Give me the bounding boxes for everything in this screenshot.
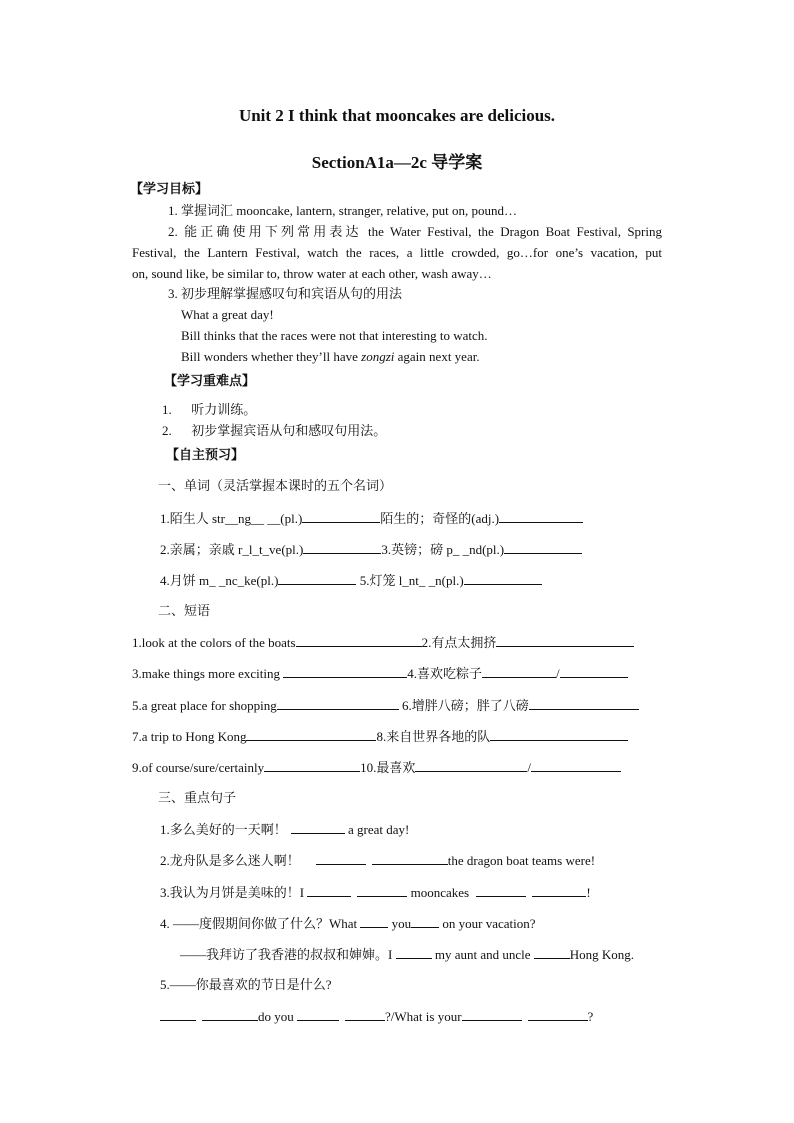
answer-blank[interactable] (396, 946, 432, 959)
answer-blank[interactable] (303, 541, 381, 554)
goal-item-2-line-1: 2. 能正确使用下列常用表达 the Water Festival, the Dragon Boat Festival, Spring (168, 224, 662, 239)
phrase-4: 4.喜欢吃粽子 (407, 666, 483, 681)
answer-blank[interactable] (360, 915, 388, 928)
sentence-3-mid: mooncakes (407, 885, 473, 900)
answer-blank[interactable] (202, 1008, 258, 1021)
answer-blank[interactable] (529, 697, 639, 710)
example-sentence-2: Bill thinks that the races were not that interesting to watch. (181, 328, 488, 343)
sentence-4-answer (180, 946, 634, 963)
answer-blank[interactable] (499, 510, 583, 523)
answer-blank[interactable] (291, 821, 345, 834)
answer-blank[interactable] (297, 1008, 339, 1021)
word-row-1 (160, 510, 583, 527)
goal-item-1: 1. 掌握词汇 mooncake, lantern, stranger, relative, put on, pound… (168, 203, 517, 218)
answer-blank[interactable] (278, 572, 356, 585)
phrase-row-5 (132, 759, 621, 776)
goals-heading: 【学习目标】 (130, 181, 209, 196)
example-sentence-3 (181, 349, 480, 365)
sentence-3-prompt: 3.我认为月饼是美味的！I (160, 885, 308, 900)
goal-item-2-line-2: Festival, the Lantern Festival, watch the races, a little crowded, go…for one’s vacation, put (132, 245, 662, 260)
word-3-pound: 3.英镑；磅 p_ _nd(pl.) (381, 542, 505, 557)
sentence-2-tail: the dragon boat teams were! (447, 853, 596, 868)
answer-blank[interactable] (264, 759, 360, 772)
sentence-5-what-is: ?/What is your (385, 1009, 462, 1024)
page-subtitle: SectionA1a—2c 导学案 (311, 153, 483, 172)
phrase-9: 9.of course/sure/certainly (132, 760, 265, 775)
word-row-3 (160, 572, 542, 589)
answer-blank[interactable] (357, 884, 407, 897)
sentence-1-tail: a great day! (344, 822, 410, 837)
words-heading: 一、单词（灵活掌握本课时的五个名词） (158, 478, 393, 493)
sentence-1 (160, 821, 409, 838)
goal-item-3: 3. 初步理解掌握感叹句和宾语从句的用法 (168, 286, 403, 301)
word-1-stranger: 1.陌生人 str__ng__ __(pl.) (160, 511, 303, 526)
answer-blank[interactable] (316, 852, 366, 865)
answer-blank[interactable] (415, 759, 527, 772)
answer-blank[interactable] (372, 852, 448, 865)
answer-blank[interactable] (302, 510, 380, 523)
word-2-relative: 2.亲属；亲戚 r_l_t_ve(pl.) (160, 542, 304, 557)
answer-blank[interactable] (476, 884, 526, 897)
sentence-1-prompt: 1.多么美好的一天啊！ (160, 822, 287, 837)
slash: / (527, 760, 532, 775)
phrase-8: 8.来自世界各地的队 (376, 729, 491, 744)
phrase-row-4 (132, 728, 628, 745)
sentence-5-end: ? (587, 1009, 594, 1024)
phrase-2: 2.有点太拥挤 (421, 635, 497, 650)
preview-heading: 【自主预习】 (166, 447, 245, 462)
sentence-4-answer-mid: my aunt and uncle (431, 947, 534, 962)
word-1-strange: 陌生的；奇怪的(adj.) (380, 511, 500, 526)
answer-blank[interactable] (504, 541, 582, 554)
answer-blank[interactable] (496, 634, 634, 647)
phrase-5: 5.a great place for shopping (132, 698, 277, 713)
answer-blank[interactable] (283, 665, 407, 678)
page-title: Unit 2 I think that mooncakes are delicious. (238, 106, 556, 125)
phrase-6: 6.增胖八磅；胖了八磅 (398, 698, 529, 713)
word-row-2 (160, 541, 582, 558)
example-sentence-1: What a great day! (181, 307, 274, 322)
answer-blank[interactable] (464, 572, 542, 585)
answer-blank[interactable] (160, 1008, 196, 1021)
phrases-heading: 二、短语 (158, 603, 211, 618)
sentence-5-do-you: do you (258, 1009, 297, 1024)
sentences-heading: 三、重点句子 (158, 790, 237, 805)
example-3-post: again next year. (394, 349, 480, 364)
answer-blank[interactable] (560, 665, 628, 678)
answer-blank[interactable] (528, 1008, 588, 1021)
key-point-1: 1. 听力训练。 (162, 402, 257, 417)
phrase-3: 3.make things more exciting (132, 666, 284, 681)
answer-blank[interactable] (411, 915, 439, 928)
phrase-7: 7.a trip to Hong Kong (132, 729, 247, 744)
answer-blank[interactable] (490, 728, 628, 741)
sentence-4-you: you (388, 916, 412, 931)
answer-blank[interactable] (307, 884, 351, 897)
sentence-4-tail: on your vacation? (439, 916, 536, 931)
sentence-4-answer-prompt: ——我拜访了我香港的叔叔和婶婶。I (180, 947, 396, 962)
goal-item-2-line-3: on, sound like, be similar to, throw water at each other, wash away… (132, 266, 492, 281)
answer-blank[interactable] (534, 946, 570, 959)
phrase-row-2 (132, 665, 628, 682)
goal-item-2 (132, 221, 662, 284)
slash: / (556, 666, 560, 681)
key-points-heading: 【学习重难点】 (164, 373, 256, 388)
answer-blank[interactable] (296, 634, 422, 647)
answer-blank[interactable] (277, 697, 399, 710)
answer-blank[interactable] (345, 1008, 385, 1021)
answer-blank[interactable] (482, 665, 556, 678)
answer-blank[interactable] (531, 759, 621, 772)
word-5-lantern: 5.灯笼 l_nt_ _n(pl.) (356, 573, 464, 588)
phrase-1: 1.look at the colors of the boats (132, 635, 296, 650)
phrase-row-3 (132, 697, 639, 714)
sentence-4-prompt: 4. ——度假期间你做了什么？What (160, 916, 361, 931)
sentence-3 (160, 884, 591, 901)
answer-blank[interactable] (246, 728, 376, 741)
example-3-pre: Bill wonders whether they’ll have (181, 349, 362, 364)
answer-blank[interactable] (532, 884, 586, 897)
sentence-2 (160, 852, 595, 869)
sentence-2-prompt: 2.龙舟队是多么迷人啊！ (160, 853, 300, 868)
sentence-5-blanks (160, 1008, 593, 1025)
word-4-mooncake: 4.月饼 m_ _nc_ke(pl.) (160, 573, 279, 588)
sentence-4-question (160, 915, 536, 932)
sentence-4-answer-end: Hong Kong. (569, 947, 635, 962)
phrase-row-1 (132, 634, 634, 651)
key-point-2: 2. 初步掌握宾语从句和感叹句用法。 (162, 423, 387, 438)
sentence-3-end: ! (586, 885, 591, 900)
phrase-10: 10.最喜欢 (360, 760, 416, 775)
sentence-5-question: 5.——你最喜欢的节日是什么? (160, 977, 332, 992)
answer-blank[interactable] (462, 1008, 522, 1021)
example-3-italic: zongzi (361, 349, 395, 364)
